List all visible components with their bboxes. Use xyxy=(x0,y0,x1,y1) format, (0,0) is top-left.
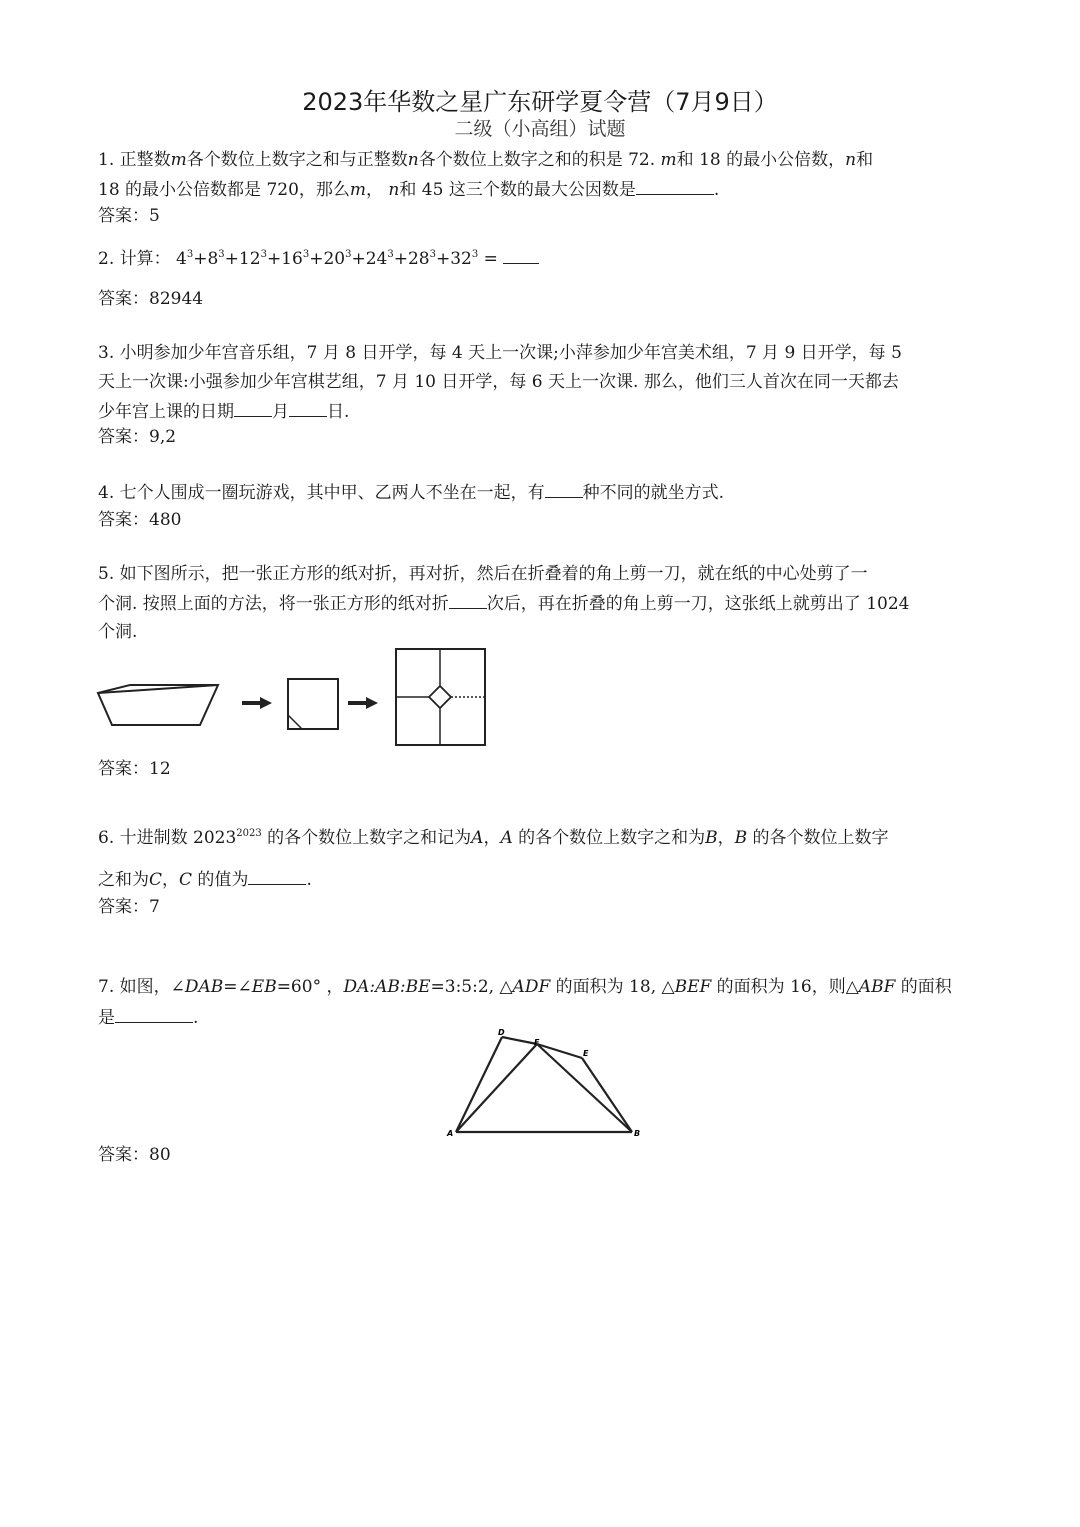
segment-ad xyxy=(456,1037,502,1132)
problem-4-answer: 答案：480 xyxy=(98,510,182,530)
answer-blank xyxy=(248,866,306,885)
answer-blank xyxy=(503,245,539,264)
problem-7-line-1: 7. 如图，∠DAB=∠EB=60° ，DA:AB:BE=3:5:2, △ADF 的面积为 18, △BEF 的面积为 16，则△ABF 的面积 xyxy=(98,977,952,997)
point-label-b: B xyxy=(634,1129,641,1138)
answer-blank xyxy=(636,176,714,195)
page-subtitle: 二级（小高组）试题 xyxy=(454,118,626,140)
problem-1-answer: 答案：5 xyxy=(98,206,160,226)
segment-df xyxy=(502,1037,537,1044)
answer-blank xyxy=(449,590,487,609)
problem-2-answer: 答案：82944 xyxy=(98,289,204,309)
problem-4-line: 4. 七个人围成一圈玩游戏，其中甲、乙两人不坐在一起，有 种不同的就坐方式. xyxy=(98,479,724,506)
problem-5-answer: 答案：12 xyxy=(98,759,171,779)
problem-1-line-2: 18 的最小公倍数都是 720，那么m， n和 45 这三个数的最大公因数是 . xyxy=(98,176,719,203)
folded-paper-shape xyxy=(98,685,218,725)
point-label-a: A xyxy=(447,1129,454,1138)
point-label-d: D xyxy=(498,1028,505,1037)
segment-af xyxy=(456,1044,537,1132)
answer-blank xyxy=(545,479,583,498)
problem-7-line-2: 是 . xyxy=(98,1004,198,1031)
problem-1-line-1: 1. 正整数m各个数位上数字之和与正整数n各个数位上数字之和的积是 72. m和 18 的最小公倍数，n和 xyxy=(98,150,874,170)
problem-6-line-2: 之和为C，C 的值为 . xyxy=(98,866,312,893)
point-label-f: F xyxy=(534,1038,540,1047)
answer-blank xyxy=(289,398,327,417)
problem-3-answer: 答案：9,2 xyxy=(98,427,177,447)
problem-6-line-1: 6. 十进制数 $2023^{2023}$ 的各个数位上数字之和记为A，A 的各个数位上数字之和为B，B 的各个数位上数字 xyxy=(98,828,889,848)
problem-7-answer: 答案：80 xyxy=(98,1145,171,1165)
problem-3-line-2: 天上一次课:小强参加少年宫棋艺组，7 月 10 日开学，每 6 天上一次课. 那么，他们三人首次在同一天都去 xyxy=(98,372,899,392)
page-title: 2023年华数之星广东研学夏令营（7月9日） xyxy=(302,88,778,116)
answer-blank xyxy=(234,398,272,417)
point-label-e: E xyxy=(583,1049,589,1058)
problem-6-answer: 答案：7 xyxy=(98,897,160,917)
problem-3-line-3: 少年宫上课的日期 月 日. xyxy=(98,398,349,425)
paper-folding-figure xyxy=(90,640,510,755)
problem-2-expression: 2. 计算： $4^3+8^3+12^3+16^3+20^3+24^3+28^3+32^3$ = xyxy=(98,245,539,272)
problem-3-line-1: 3. 小明参加少年宫音乐组，7 月 8 日开学，每 4 天上一次课;小萍参加少年宫美术组，7 月 9 日开学，每 5 xyxy=(98,343,902,363)
problem-5-line-1: 5. 如下图所示，把一张正方形的纸对折，再对折，然后在折叠着的角上剪一刀，就在纸的中心处剪了一 xyxy=(98,564,868,584)
problem-5-line-3: 个洞. xyxy=(98,622,138,642)
segment-eb xyxy=(582,1058,632,1132)
problem-5-line-2: 个洞. 按照上面的方法，将一张正方形的纸对折 次后，再在折叠的角上剪一刀，这张纸上就剪出了 1024 xyxy=(98,590,909,617)
answer-blank xyxy=(115,1004,193,1023)
geometry-figure xyxy=(440,1025,650,1140)
cut-hole xyxy=(429,686,451,708)
